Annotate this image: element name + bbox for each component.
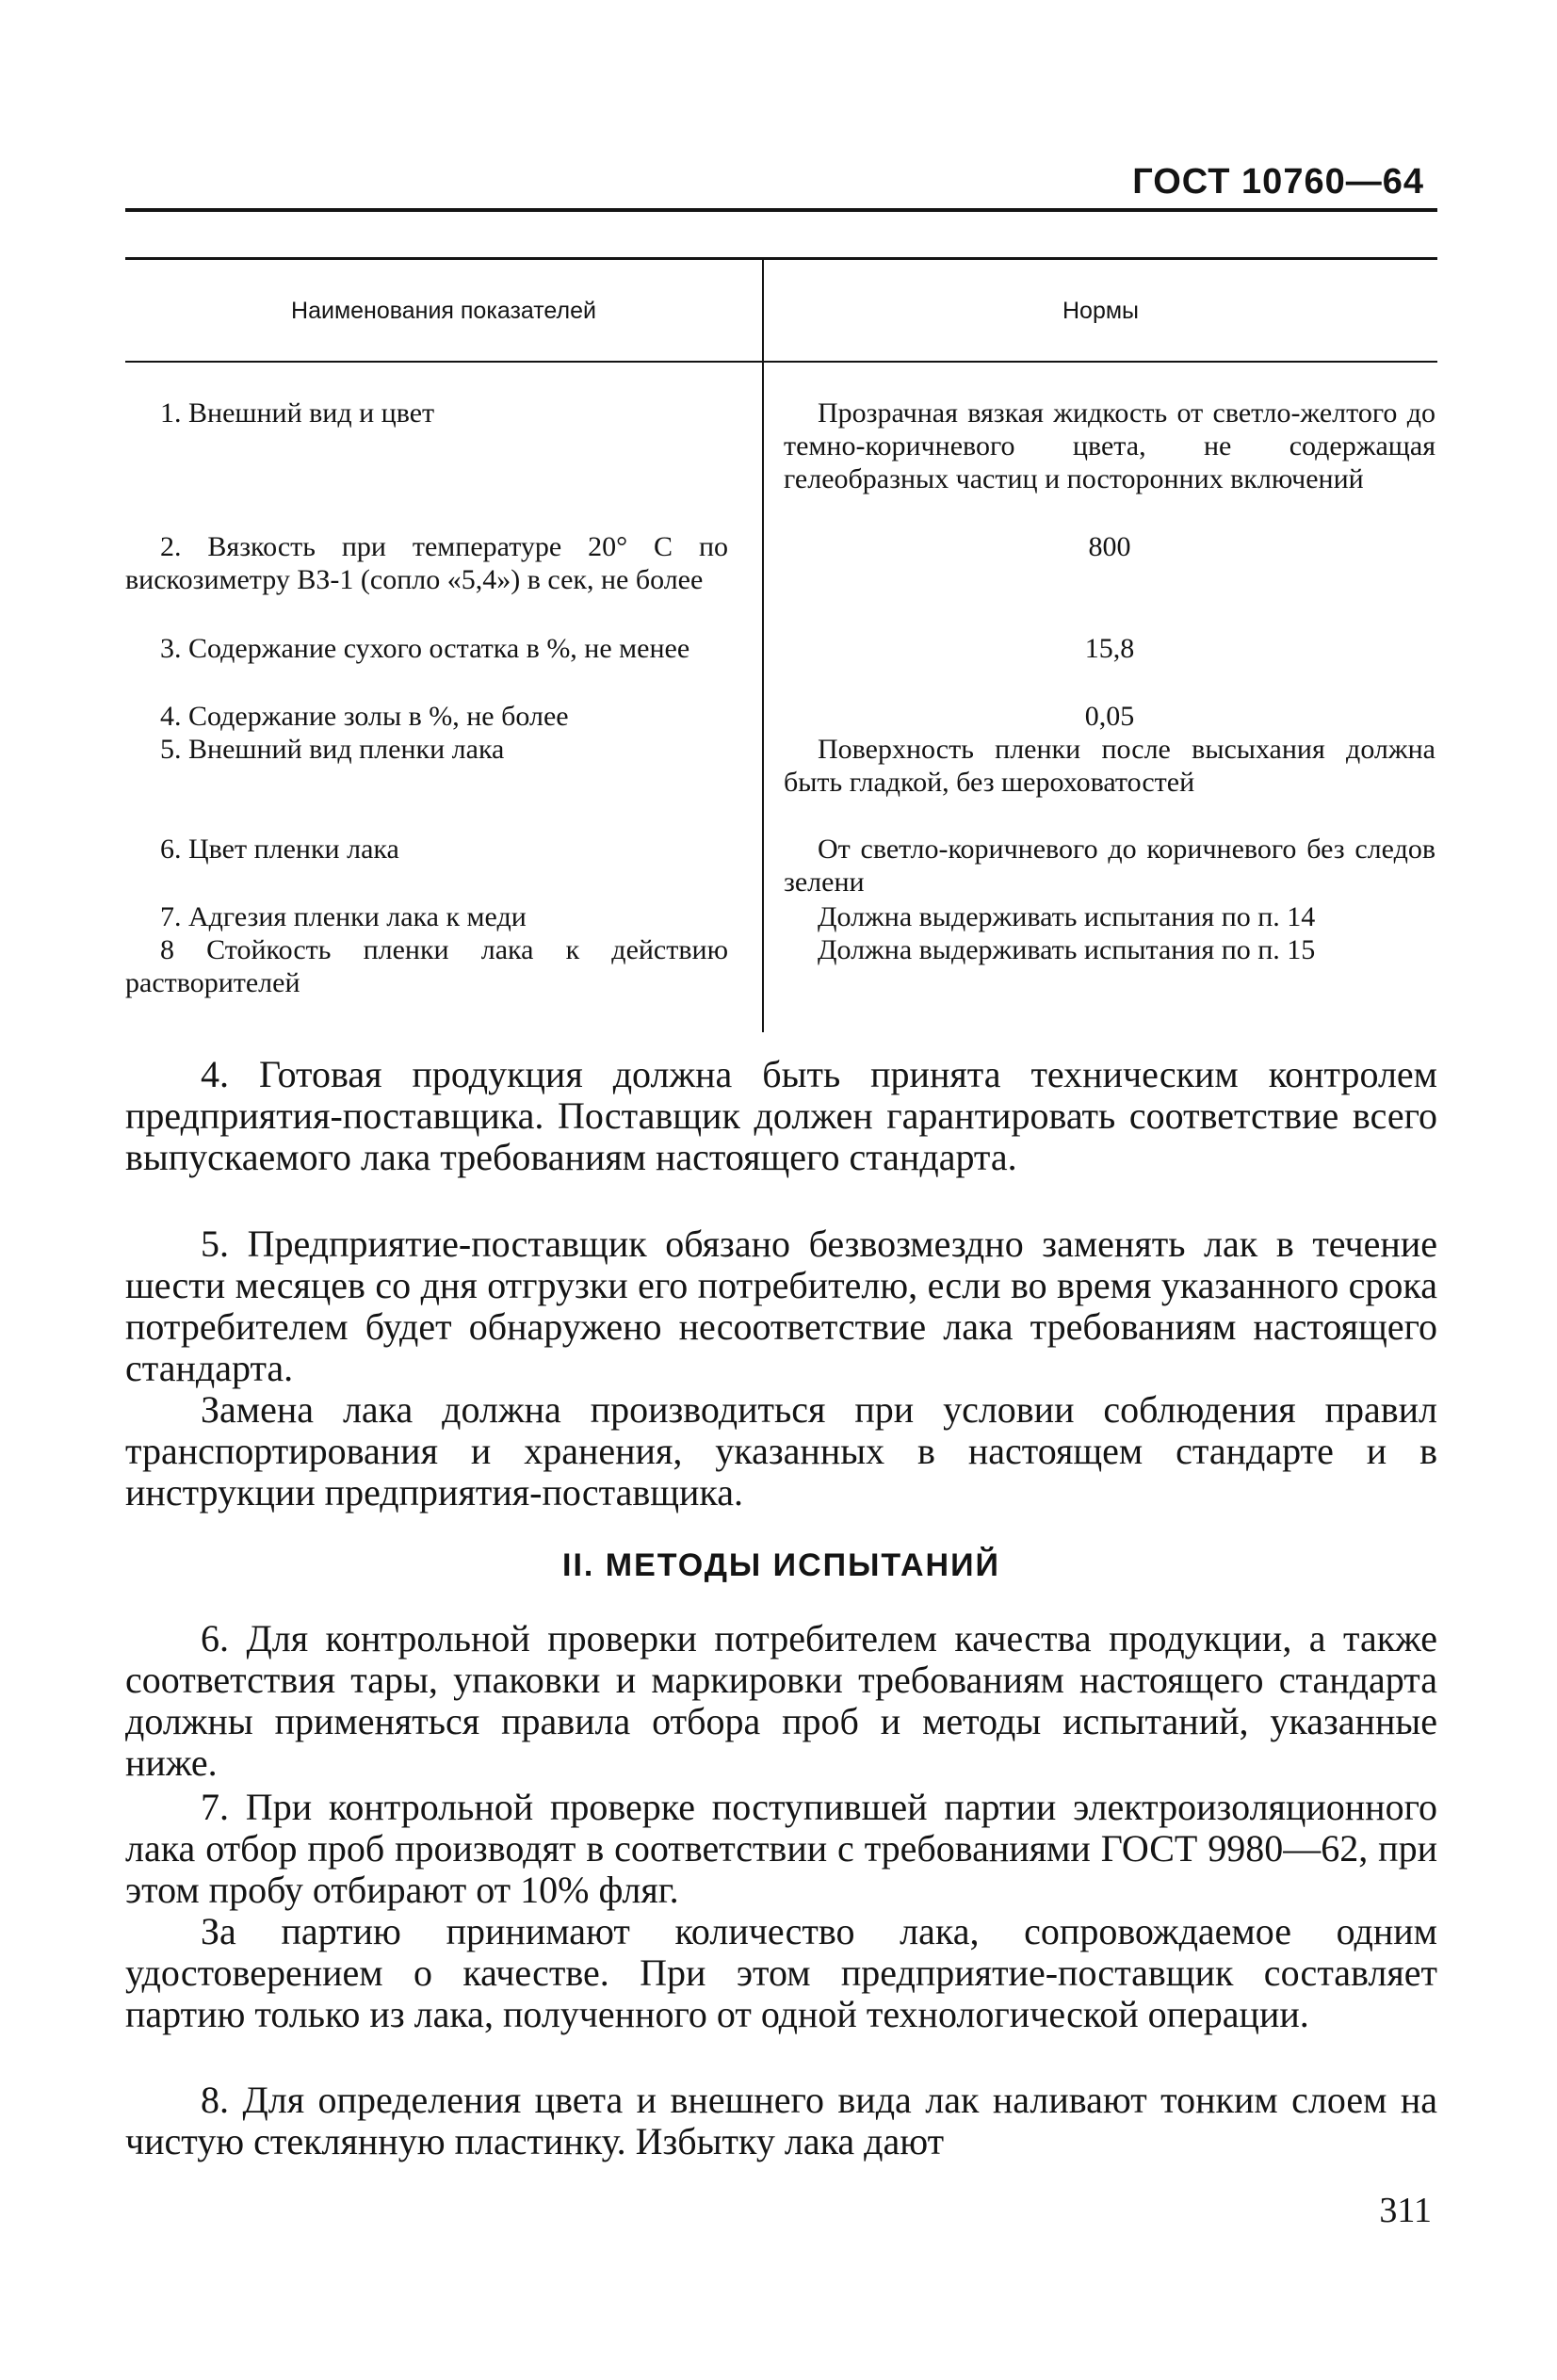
section-title: II. МЕТОДЫ ИСПЫТАНИЙ bbox=[562, 1547, 1000, 1583]
row-2-name: 2. Вязкость при температуре 20° С по вискозиметру ВЗ-1 (сопло «5,4») в сек, не более bbox=[125, 531, 728, 595]
paragraph-7: 7. При контрольной проверке поступившей партии электроизоляционного лака отбор проб производят в соответствии с требованиями ГОСТ 9980—62, при этом пробу отбирают от 10% фляг. bbox=[125, 1786, 1437, 1911]
paragraph-batch: За партию принимают количество лака, сопровождаемое одним удостоверением о качестве. При этом предприятие-поставщик составляет партию только из лака, полученного от одной технологической операции. bbox=[125, 1910, 1437, 2035]
row-8-name: 8 Стойкость пленки лака к действию растворителей bbox=[125, 934, 728, 998]
document-header: ГОСТ 10760—64 bbox=[1132, 162, 1424, 202]
header-rule bbox=[125, 208, 1437, 212]
row-3-norm: 15,8 bbox=[1084, 633, 1135, 664]
paragraph-8: 8. Для определения цвета и внешнего вида лак наливают тонким слоем на чистую стеклянную пластинку. Избытку лака дают bbox=[125, 2079, 1437, 2162]
row-5-norm: Поверхность пленки после высыхания должна быть гладкой, без шероховатостей bbox=[784, 734, 1435, 798]
paragraph-5: 5. Предприятие-поставщик обязано безвозмездно заменять лак в течение шести месяцев со дня отгрузки его потребителю, если во время указанного срока потребителем будет обнаружено несоответствие лака требованиям настоящего стандарта. bbox=[125, 1222, 1437, 1389]
table-column-divider bbox=[762, 260, 764, 1032]
row-7-name: 7. Адгезия пленки лака к меди bbox=[160, 901, 527, 932]
row-8-norm: Должна выдерживать испытания по п. 15 bbox=[818, 934, 1316, 965]
paragraph-6: 6. Для контрольной проверки потребителем качества продукции, а также соответствия тары, упаковки и маркировки требованиям настоящего стандарта должны применяться правила отбора проб и методы испытаний, указанные ниже. bbox=[125, 1617, 1437, 1784]
table-header-rule bbox=[125, 361, 1437, 363]
col-header-name: Наименования показателей bbox=[291, 298, 596, 324]
table-top-rule bbox=[125, 257, 1437, 260]
paragraph-replacement: Замена лака должна производиться при условии соблюдения правил транспортирования и хранения, указанных в настоящем стандарте и в инструкции предприятия-поставщика. bbox=[125, 1388, 1437, 1514]
row-4-norm: 0,05 bbox=[1084, 701, 1135, 732]
paragraph-4: 4. Готовая продукция должна быть принята техническим контролем предприятия-поставщика. Поставщик должен гарантировать соответствие всего выпускаемого лака требованиям настоящего стандарта. bbox=[125, 1053, 1437, 1178]
page-number: 311 bbox=[1379, 2191, 1432, 2230]
row-6-name: 6. Цвет пленки лака bbox=[160, 834, 399, 865]
row-1-norm: Прозрачная вязкая жидкость от светло-желтого до темно-коричневого цвета, не содержащая гелеобразных частиц и посторонних включений bbox=[784, 397, 1435, 494]
row-6-norm: От светло-коричневого до коричневого без следов зелени bbox=[784, 834, 1435, 898]
row-7-norm: Должна выдерживать испытания по п. 14 bbox=[818, 901, 1316, 932]
row-2-norm: 800 bbox=[1088, 531, 1131, 562]
row-5-name: 5. Внешний вид пленки лака bbox=[160, 734, 505, 765]
row-4-name: 4. Содержание золы в %, не более bbox=[160, 701, 569, 732]
row-1-name: 1. Внешний вид и цвет bbox=[160, 397, 435, 429]
row-3-name: 3. Содержание сухого остатка в %, не менее bbox=[160, 633, 690, 664]
col-header-norm: Нормы bbox=[1062, 298, 1140, 324]
